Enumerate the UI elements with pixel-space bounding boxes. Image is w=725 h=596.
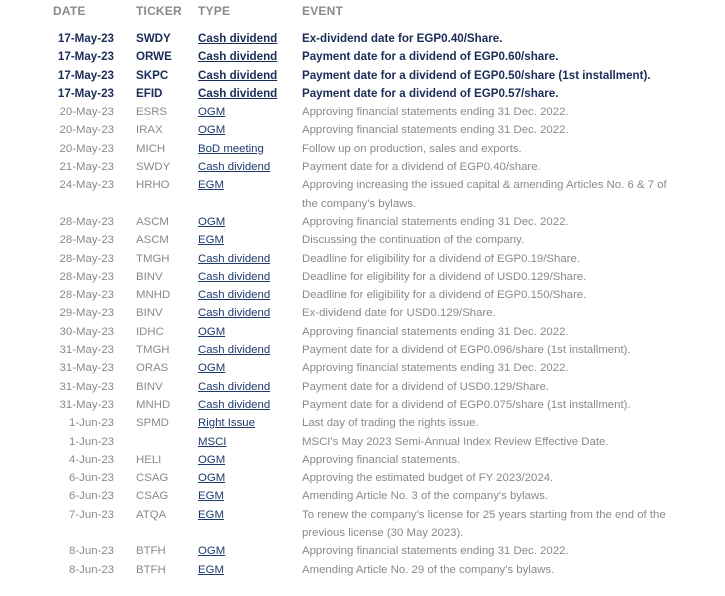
header-ticker: TICKER <box>136 4 182 18</box>
row-event: Approving financial statements ending 31 Dec. 2022. <box>302 545 569 558</box>
row-date: 17-May-23 <box>57 50 114 64</box>
row-ticker: CSAG <box>136 490 169 503</box>
row-ticker: BINV <box>136 380 163 393</box>
table-row <box>0 359 725 377</box>
table-row <box>0 433 725 451</box>
row-ticker: SWDY <box>136 161 171 174</box>
table-row <box>0 30 725 48</box>
row-event: Approving financial statements ending 31 Dec. 2022. <box>302 124 569 137</box>
row-type-link[interactable]: Right Issue <box>198 417 255 430</box>
row-date: 8-Jun-23 <box>69 545 114 558</box>
row-ticker: SWDY <box>136 32 171 45</box>
table-row <box>0 487 725 505</box>
row-type-link[interactable]: EGM <box>198 179 224 192</box>
header-date: DATE <box>53 4 86 18</box>
table-row <box>0 140 725 158</box>
row-type-link[interactable]: OGM <box>198 545 226 558</box>
row-date: 24-May-23 <box>59 179 114 192</box>
row-type-link[interactable]: MSCI <box>198 435 227 448</box>
row-ticker: SPMD <box>136 417 169 430</box>
row-event: Approving the estimated budget of FY 2023/2024. <box>302 472 554 485</box>
table-row <box>0 48 725 66</box>
row-date: 17-May-23 <box>57 68 114 82</box>
row-ticker: BTFH <box>136 545 166 558</box>
row-ticker: BINV <box>136 270 163 283</box>
row-event: Ex-dividend date for USD0.129/Share. <box>302 307 496 320</box>
row-type-link[interactable]: OGM <box>198 106 226 119</box>
table-row <box>0 561 725 579</box>
row-date: 31-May-23 <box>59 398 114 411</box>
table-row <box>0 451 725 469</box>
table-row <box>0 158 725 176</box>
row-date: 28-May-23 <box>59 289 114 302</box>
row-date: 20-May-23 <box>59 142 114 155</box>
table-row <box>0 323 725 341</box>
row-ticker: HRHO <box>136 179 170 192</box>
row-type-link[interactable]: Cash dividend <box>198 32 278 45</box>
row-type-link[interactable]: OGM <box>198 325 226 338</box>
table-row <box>0 506 725 543</box>
row-event: Payment date for a dividend of EGP0.50/share (1st installment). <box>302 68 651 82</box>
row-date: 20-May-23 <box>59 124 114 137</box>
row-ticker: TMGH <box>136 252 170 265</box>
row-type-link[interactable]: EGM <box>198 234 224 247</box>
table-row <box>0 103 725 121</box>
row-ticker: BINV <box>136 307 163 320</box>
row-event: Payment date for a dividend of EGP0.075/share (1st installment). <box>302 398 631 411</box>
row-date: 28-May-23 <box>59 270 114 283</box>
table-row <box>0 469 725 487</box>
row-type-link[interactable]: OGM <box>198 362 226 375</box>
row-event: Deadline for eligibility for a dividend of EGP0.19/Share. <box>302 252 580 265</box>
table-row <box>0 85 725 103</box>
row-date: 17-May-23 <box>57 86 114 100</box>
row-date: 20-May-23 <box>59 106 114 119</box>
row-event: Approving financial statements ending 31 Dec. 2022. <box>302 325 569 338</box>
row-ticker: IDHC <box>136 325 164 338</box>
row-date: 31-May-23 <box>59 344 114 357</box>
row-ticker: HELI <box>136 453 162 466</box>
row-event: Amending Article No. 3 of the company's bylaws. <box>302 490 548 503</box>
row-type-link[interactable]: OGM <box>198 453 226 466</box>
row-date: 28-May-23 <box>59 234 114 247</box>
row-type-link[interactable]: OGM <box>198 472 226 485</box>
row-date: 4-Jun-23 <box>69 453 114 466</box>
row-type-link[interactable]: Cash dividend <box>198 380 271 393</box>
row-ticker: MNHD <box>136 289 171 302</box>
row-event: Payment date for a dividend of EGP0.57/share. <box>302 86 559 100</box>
table-row <box>0 67 725 85</box>
table-row <box>0 378 725 396</box>
table-row <box>0 213 725 231</box>
row-event: Payment date for a dividend of EGP0.096/share (1st installment). <box>302 344 631 357</box>
row-type-link[interactable]: Cash dividend <box>198 344 271 357</box>
row-ticker: BTFH <box>136 563 166 576</box>
row-date: 6-Jun-23 <box>69 472 114 485</box>
row-event: Approving financial statements ending 31 Dec. 2022. <box>302 215 569 228</box>
row-event: Payment date for a dividend of EGP0.60/share. <box>302 50 559 64</box>
row-type-link[interactable]: OGM <box>198 124 226 137</box>
row-event: Approving financial statements ending 31 Dec. 2022. <box>302 106 569 119</box>
row-event: Last day of trading the rights issue. <box>302 417 479 430</box>
table-row <box>0 250 725 268</box>
row-ticker: ASCM <box>136 234 169 247</box>
row-type-link[interactable]: OGM <box>198 215 226 228</box>
row-date: 6-Jun-23 <box>69 490 114 503</box>
row-type-link[interactable]: EGM <box>198 490 224 503</box>
row-event: Payment date for a dividend of EGP0.40/share. <box>302 161 541 174</box>
row-ticker: ESRS <box>136 106 168 119</box>
table-row <box>0 396 725 414</box>
header-event: EVENT <box>302 4 344 18</box>
row-event: Deadline for eligibility for a dividend of USD0.129/Share. <box>302 270 587 283</box>
row-type-link[interactable]: Cash dividend <box>198 252 271 265</box>
row-date: 28-May-23 <box>59 252 114 265</box>
row-ticker: MICH <box>136 142 166 155</box>
row-ticker: CSAG <box>136 472 169 485</box>
row-event: Approving financial statements ending 31 Dec. 2022. <box>302 362 569 375</box>
row-event: MSCI's May 2023 Semi-Annual Index Review Effective Date. <box>302 435 609 448</box>
row-event: Approving financial statements. <box>302 453 461 466</box>
row-date: 28-May-23 <box>59 215 114 228</box>
row-ticker: ORWE <box>136 50 172 64</box>
table-row <box>0 542 725 560</box>
row-type-link[interactable]: Cash dividend <box>198 398 271 411</box>
table-row <box>0 304 725 322</box>
table-row <box>0 341 725 359</box>
header-type: TYPE <box>198 4 231 18</box>
row-type-link[interactable]: Cash dividend <box>198 307 271 320</box>
row-date: 21-May-23 <box>59 161 114 174</box>
table-header <box>0 4 725 22</box>
row-type-link[interactable]: Cash dividend <box>198 270 271 283</box>
row-type-link[interactable]: Cash dividend <box>198 86 278 100</box>
row-date: 30-May-23 <box>59 325 114 338</box>
row-ticker: IRAX <box>136 124 163 137</box>
table-row <box>0 176 725 213</box>
table-row <box>0 121 725 139</box>
row-date: 29-May-23 <box>59 307 114 320</box>
row-date: 31-May-23 <box>59 362 114 375</box>
events-table-body <box>0 30 725 579</box>
table-row <box>0 268 725 286</box>
table-row <box>0 231 725 249</box>
row-event: To renew the company's license for 25 years starting from the end of the previous license (30 May 2023). <box>302 508 666 540</box>
row-type-link[interactable]: Cash dividend <box>198 289 271 302</box>
row-event: Amending Article No. 29 of the company's bylaws. <box>302 563 555 576</box>
row-ticker: TMGH <box>136 344 170 357</box>
row-date: 7-Jun-23 <box>69 508 114 521</box>
table-row <box>0 414 725 432</box>
row-event: Follow up on production, sales and exports. <box>302 142 522 155</box>
row-event: Approving increasing the issued capital & amending Articles No. 6 & 7 of the company's bylaws. <box>302 179 667 210</box>
row-ticker: EFID <box>136 86 163 100</box>
row-type-link[interactable]: Cash dividend <box>198 161 271 174</box>
row-type-link[interactable]: Cash dividend <box>198 68 278 82</box>
row-date: 31-May-23 <box>59 380 114 393</box>
row-ticker: SKPC <box>136 68 169 82</box>
row-ticker: ATQA <box>136 508 167 521</box>
row-type-link[interactable]: Cash dividend <box>198 50 278 64</box>
row-event: Payment date for a dividend of USD0.129/Share. <box>302 380 549 393</box>
row-ticker: ASCM <box>136 215 169 228</box>
row-date: 1-Jun-23 <box>69 417 114 430</box>
row-type-link[interactable]: BoD meeting <box>198 142 264 155</box>
row-event: Deadline for eligibility for a dividend of EGP0.150/Share. <box>302 289 587 302</box>
table-row <box>0 286 725 304</box>
row-date: 8-Jun-23 <box>69 563 114 576</box>
row-type-link[interactable]: EGM <box>198 508 224 521</box>
row-date: 17-May-23 <box>57 32 114 45</box>
row-event: Discussing the continuation of the company. <box>302 234 525 247</box>
row-type-link[interactable]: EGM <box>198 563 224 576</box>
row-ticker: ORAS <box>136 362 169 375</box>
row-date: 1-Jun-23 <box>69 435 114 448</box>
row-event: Ex-dividend date for EGP0.40/Share. <box>302 32 503 45</box>
row-ticker: MNHD <box>136 398 171 411</box>
